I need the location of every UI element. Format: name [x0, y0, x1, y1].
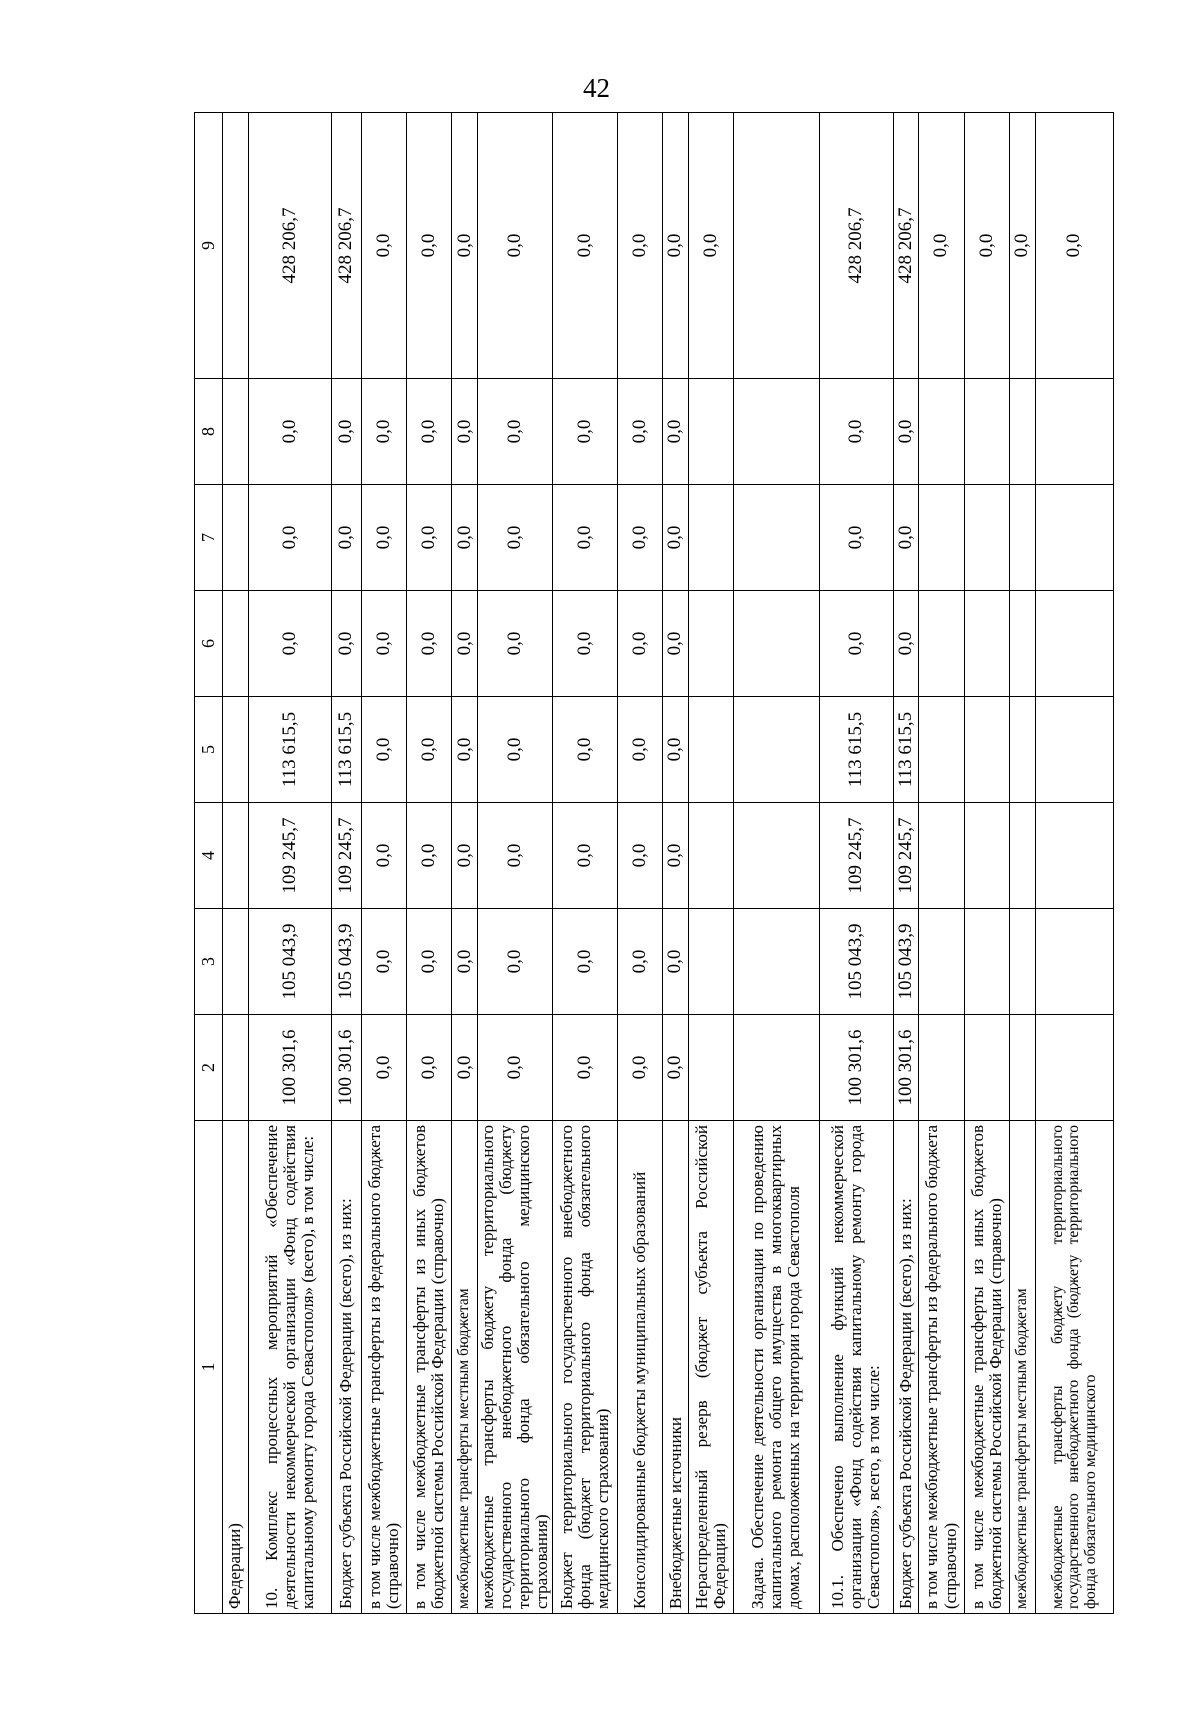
- row-name-cell: межбюджетные трансферты бюджету территориального государственного внебюджетного фонда (бюджету территориального фонда обязательного медицинского страхования): [477, 1121, 552, 1614]
- row-name-cell: 10. Комплекс процессных мероприятий «Обеспечение деятельности некоммерческой организации «Фонд содействия капитальному ремонту города Севастополя» (всего), в том числе:: [248, 1121, 331, 1614]
- value-cell: 0,0: [452, 379, 478, 485]
- header-cell: 6: [195, 591, 223, 697]
- table-row: [819, 113, 893, 1614]
- value-cell: 0,0: [452, 113, 478, 379]
- value-cell: 113 615,5: [819, 697, 893, 803]
- value-cell: 0,0: [893, 485, 919, 591]
- value-cell: [734, 379, 819, 485]
- table-row: [617, 113, 662, 1614]
- value-cell: 0,0: [477, 591, 552, 697]
- value-cell: [1009, 803, 1035, 909]
- table-row: [1035, 113, 1113, 1614]
- header-cell: 3: [195, 909, 223, 1015]
- row-name-cell: в том числе межбюджетные трансферты из федерального бюджета (справочно): [361, 1121, 406, 1614]
- value-cell: [1035, 485, 1113, 591]
- value-cell: 0,0: [406, 485, 451, 591]
- value-cell: 0,0: [617, 697, 662, 803]
- value-cell: 0,0: [477, 113, 552, 379]
- budget-table-rotated: [194, 113, 1114, 1614]
- value-cell: 0,0: [553, 591, 618, 697]
- row-name-cell: межбюджетные трансферты бюджету территориального государственного внебюджетного фонда (бюджету территориального фонда обязательного медицинского: [1035, 1121, 1113, 1614]
- table-row: [361, 113, 406, 1614]
- value-cell: 0,0: [361, 909, 406, 1015]
- value-cell: 109 245,7: [893, 803, 919, 909]
- value-cell: 0,0: [477, 379, 552, 485]
- value-cell: [222, 379, 248, 485]
- value-cell: [222, 697, 248, 803]
- table-row: [893, 113, 919, 1614]
- value-cell: 0,0: [406, 909, 451, 1015]
- value-cell: 428 206,7: [248, 113, 331, 379]
- value-cell: 0,0: [617, 803, 662, 909]
- value-cell: [1035, 697, 1113, 803]
- value-cell: 0,0: [452, 909, 478, 1015]
- value-cell: 0,0: [452, 485, 478, 591]
- value-cell: 100 301,6: [331, 1015, 361, 1121]
- value-cell: [964, 1015, 1009, 1121]
- row-name-cell: Федерации): [222, 1121, 248, 1614]
- value-cell: 0,0: [893, 379, 919, 485]
- value-cell: 0,0: [663, 485, 689, 591]
- value-cell: 0,0: [406, 1015, 451, 1121]
- value-cell: 0,0: [452, 1015, 478, 1121]
- value-cell: 0,0: [553, 697, 618, 803]
- value-cell: 0,0: [663, 803, 689, 909]
- value-cell: 0,0: [663, 909, 689, 1015]
- value-cell: 0,0: [1035, 113, 1113, 379]
- value-cell: 0,0: [617, 1015, 662, 1121]
- table-row: [222, 113, 248, 1614]
- value-cell: [688, 697, 733, 803]
- value-cell: 113 615,5: [248, 697, 331, 803]
- value-cell: 0,0: [477, 909, 552, 1015]
- value-cell: 0,0: [553, 485, 618, 591]
- value-cell: [734, 909, 819, 1015]
- value-cell: 428 206,7: [331, 113, 361, 379]
- row-name-cell: Бюджет территориального государственного внебюджетного фонда (бюджет территориального фонда обязательного медицинского страхования): [553, 1121, 618, 1614]
- value-cell: 0,0: [248, 379, 331, 485]
- header-cell: 7: [195, 485, 223, 591]
- value-cell: [964, 591, 1009, 697]
- value-cell: 0,0: [819, 379, 893, 485]
- value-cell: 0,0: [406, 697, 451, 803]
- value-cell: 0,0: [553, 113, 618, 379]
- row-name-cell: в том числе межбюджетные трансферты из иных бюджетов бюджетной системы Российской Федерации (справочно): [406, 1121, 451, 1614]
- row-name-cell: Бюджет субъекта Российской Федерации (всего), из них:: [331, 1121, 361, 1614]
- value-cell: [734, 591, 819, 697]
- value-cell: 109 245,7: [331, 803, 361, 909]
- value-cell: 0,0: [331, 379, 361, 485]
- value-cell: [688, 379, 733, 485]
- value-cell: 0,0: [361, 1015, 406, 1121]
- value-cell: [222, 803, 248, 909]
- value-cell: [688, 909, 733, 1015]
- value-cell: [734, 803, 819, 909]
- value-cell: 100 301,6: [893, 1015, 919, 1121]
- value-cell: 0,0: [452, 697, 478, 803]
- header-cell: 5: [195, 697, 223, 803]
- row-name-cell: 10.1. Обеспечено выполнение функций некоммерческой организации «Фонд содействия капитальному ремонту города Севастополя», всего, в том числе:: [819, 1121, 893, 1614]
- value-cell: 0,0: [617, 591, 662, 697]
- value-cell: 0,0: [361, 379, 406, 485]
- value-cell: [1009, 379, 1035, 485]
- row-name-cell: межбюджетные трансферты местным бюджетам: [1009, 1121, 1035, 1614]
- table-row: [919, 113, 964, 1614]
- value-cell: 0,0: [361, 113, 406, 379]
- value-cell: [919, 379, 964, 485]
- value-cell: 105 043,9: [331, 909, 361, 1015]
- value-cell: 105 043,9: [893, 909, 919, 1015]
- value-cell: [919, 591, 964, 697]
- value-cell: 428 206,7: [893, 113, 919, 379]
- value-cell: [919, 1015, 964, 1121]
- value-cell: [964, 803, 1009, 909]
- value-cell: [964, 379, 1009, 485]
- value-cell: [688, 803, 733, 909]
- value-cell: [1009, 485, 1035, 591]
- value-cell: [919, 803, 964, 909]
- value-cell: [1009, 1015, 1035, 1121]
- value-cell: 109 245,7: [819, 803, 893, 909]
- value-cell: 0,0: [617, 113, 662, 379]
- row-name-cell: в том числе межбюджетные трансферты из иных бюджетов бюджетной системы Российской Федерации (справочно): [964, 1121, 1009, 1614]
- value-cell: [1035, 909, 1113, 1015]
- table-row: [248, 113, 331, 1614]
- value-cell: [222, 485, 248, 591]
- value-cell: 0,0: [919, 113, 964, 379]
- value-cell: 0,0: [361, 697, 406, 803]
- value-cell: 0,0: [663, 1015, 689, 1121]
- value-cell: 0,0: [406, 591, 451, 697]
- value-cell: 0,0: [248, 485, 331, 591]
- value-cell: 0,0: [663, 697, 689, 803]
- value-cell: 0,0: [819, 591, 893, 697]
- value-cell: 109 245,7: [248, 803, 331, 909]
- value-cell: [1035, 1015, 1113, 1121]
- table-row: [734, 113, 819, 1614]
- value-cell: 0,0: [361, 803, 406, 909]
- value-cell: 0,0: [893, 591, 919, 697]
- table-row: [553, 113, 618, 1614]
- table-row: [406, 113, 451, 1614]
- value-cell: 0,0: [331, 591, 361, 697]
- value-cell: 0,0: [331, 485, 361, 591]
- value-cell: 428 206,7: [819, 113, 893, 379]
- header-row: [195, 113, 223, 1614]
- table-row: [477, 113, 552, 1614]
- value-cell: 0,0: [406, 803, 451, 909]
- value-cell: 0,0: [553, 803, 618, 909]
- value-cell: [688, 485, 733, 591]
- budget-table: [194, 112, 1114, 1614]
- value-cell: [1009, 591, 1035, 697]
- value-cell: 0,0: [361, 485, 406, 591]
- value-cell: 0,0: [477, 803, 552, 909]
- value-cell: 100 301,6: [819, 1015, 893, 1121]
- value-cell: 0,0: [663, 591, 689, 697]
- value-cell: 0,0: [248, 591, 331, 697]
- value-cell: [919, 909, 964, 1015]
- value-cell: [688, 1015, 733, 1121]
- value-cell: [1035, 591, 1113, 697]
- value-cell: 0,0: [617, 485, 662, 591]
- header-cell: 4: [195, 803, 223, 909]
- page-number: 42: [583, 73, 610, 103]
- table-row: [663, 113, 689, 1614]
- table-body: [195, 113, 1114, 1614]
- value-cell: [222, 909, 248, 1015]
- row-name-cell: в том числе межбюджетные трансферты из федерального бюджета (справочно): [919, 1121, 964, 1614]
- row-name-cell: Нераспределенный резерв (бюджет субъекта Российской Федерации): [688, 1121, 733, 1614]
- value-cell: 0,0: [964, 113, 1009, 379]
- table-row: [452, 113, 478, 1614]
- value-cell: 113 615,5: [331, 697, 361, 803]
- row-name-cell: Бюджет субъекта Российской Федерации (всего), из них:: [893, 1121, 919, 1614]
- value-cell: [222, 1015, 248, 1121]
- value-cell: [734, 1015, 819, 1121]
- value-cell: 0,0: [1009, 113, 1035, 379]
- value-cell: [734, 485, 819, 591]
- value-cell: 0,0: [663, 379, 689, 485]
- value-cell: [1035, 379, 1113, 485]
- value-cell: 0,0: [819, 485, 893, 591]
- value-cell: [919, 697, 964, 803]
- value-cell: [919, 485, 964, 591]
- value-cell: 100 301,6: [248, 1015, 331, 1121]
- row-name-cell: Консолидированные бюджеты муниципальных образований: [617, 1121, 662, 1614]
- value-cell: 0,0: [477, 485, 552, 591]
- value-cell: [688, 591, 733, 697]
- value-cell: [222, 591, 248, 697]
- header-cell: 9: [195, 113, 223, 379]
- value-cell: 0,0: [452, 803, 478, 909]
- value-cell: [1035, 803, 1113, 909]
- row-name-cell: межбюджетные трансферты местным бюджетам: [452, 1121, 478, 1614]
- value-cell: 0,0: [663, 113, 689, 379]
- header-cell: 2: [195, 1015, 223, 1121]
- header-cell: 1: [195, 1121, 223, 1614]
- table-row: [964, 113, 1009, 1614]
- value-cell: 105 043,9: [819, 909, 893, 1015]
- value-cell: [964, 909, 1009, 1015]
- table-row: [331, 113, 361, 1614]
- value-cell: [734, 113, 819, 379]
- value-cell: [222, 113, 248, 379]
- value-cell: 105 043,9: [248, 909, 331, 1015]
- value-cell: [734, 697, 819, 803]
- value-cell: 0,0: [617, 379, 662, 485]
- value-cell: 113 615,5: [893, 697, 919, 803]
- value-cell: 0,0: [553, 1015, 618, 1121]
- row-name-cell: Задача. Обеспечение деятельности организации по проведению капитального ремонта общего имущества в многоквартирных домах, расположенных на территории города Севастополя: [734, 1121, 819, 1614]
- value-cell: 0,0: [688, 113, 733, 379]
- table-row: [1009, 113, 1035, 1614]
- value-cell: 0,0: [361, 591, 406, 697]
- value-cell: 0,0: [406, 379, 451, 485]
- value-cell: 0,0: [477, 697, 552, 803]
- value-cell: 0,0: [617, 909, 662, 1015]
- value-cell: 0,0: [406, 113, 451, 379]
- value-cell: [964, 697, 1009, 803]
- value-cell: 0,0: [477, 1015, 552, 1121]
- value-cell: 0,0: [553, 909, 618, 1015]
- value-cell: [964, 485, 1009, 591]
- header-cell: 8: [195, 379, 223, 485]
- value-cell: [1009, 909, 1035, 1015]
- table-row: [688, 113, 733, 1614]
- value-cell: 0,0: [553, 379, 618, 485]
- value-cell: [1009, 697, 1035, 803]
- value-cell: 0,0: [452, 591, 478, 697]
- row-name-cell: Внебюджетные источники: [663, 1121, 689, 1614]
